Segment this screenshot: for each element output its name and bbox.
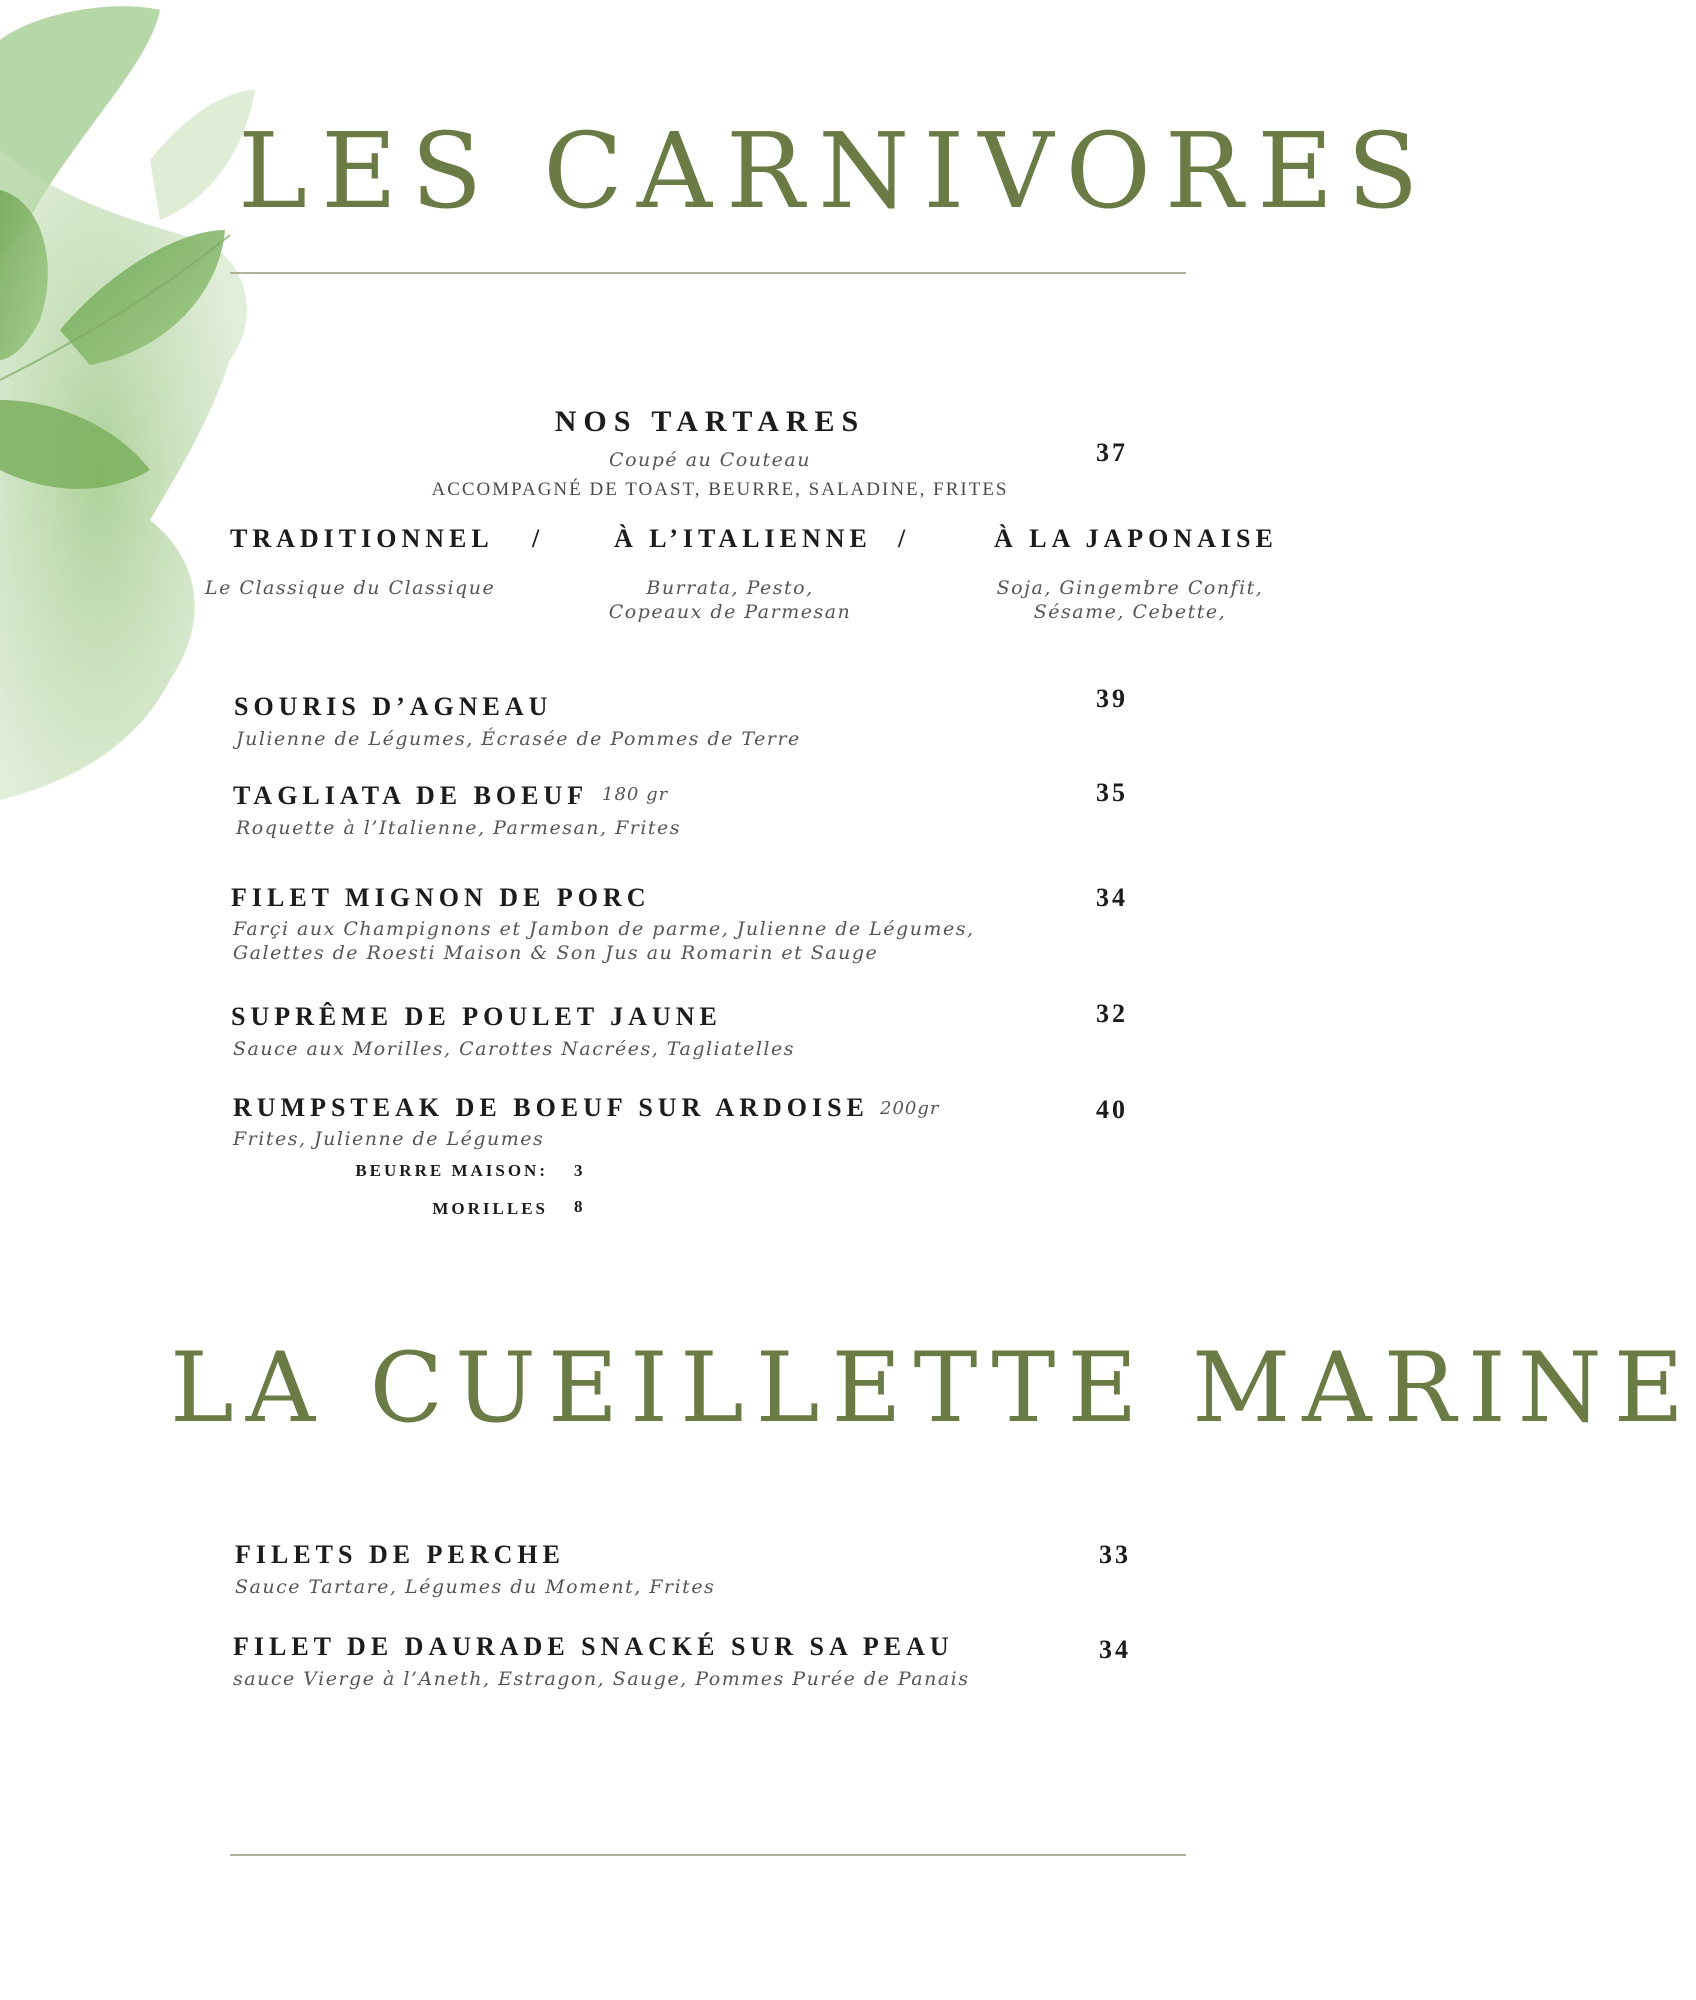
dish-price: 35 [1096,778,1128,807]
extra-label: BEURRE MAISON: [355,1161,548,1180]
dish-weight: 200gr [880,1098,940,1119]
dish-price: 33 [1099,1540,1131,1569]
dish-name: FILETS DE PERCHE [235,1540,565,1569]
dish-desc: sauce Vierge à l’Aneth, Estragon, Sauge, Pommes Purée de Panais [233,1668,970,1690]
tartares-price: 37 [1096,438,1128,467]
tartare-variant-name: À LA JAPONAISE [994,524,1278,553]
tartare-variant-desc: Sésame, Cebette, [1033,601,1227,623]
dish-desc: Frites, Julienne de Légumes [233,1128,545,1150]
tartares-name: NOS TARTARES [554,405,866,438]
dish-price: 34 [1099,1635,1131,1664]
tartare-variant-desc: Soja, Gingembre Confit, [996,577,1264,599]
tartare-variant-desc: Le Classique du Classique [205,577,496,599]
dish-desc: Roquette à l’Italienne, Parmesan, Frites [236,817,682,839]
tartares-accompaniment: ACCOMPAGNÉ DE TOAST, BEURRE, SALADINE, FRITES [431,479,1009,500]
dish-price: 32 [1096,999,1128,1028]
section-title-marine: LA CUEILLETTE MARINE [170,1332,1696,1444]
dish-price: 39 [1096,684,1128,713]
dish-weight: 180 gr [602,784,669,805]
dish-name: TAGLIATA DE BOEUF [233,781,589,810]
section-title-carnivores: LES CARNIVORES [238,110,1433,232]
dish-desc: Sauce aux Morilles, Carottes Nacrées, Tagliatelles [233,1038,795,1060]
variant-separator: / [532,524,545,553]
dish-desc: Farçi aux Champignons et Jambon de parme, Julienne de Légumes, [233,918,975,940]
dish-name: FILET MIGNON DE PORC [231,883,651,912]
footer-divider [230,1854,1186,1856]
dish-desc: Sauce Tartare, Légumes du Moment, Frites [235,1576,716,1598]
dish-desc: Julienne de Légumes, Écrasée de Pommes de Terre [236,728,801,750]
tartare-variant-name: À L’ITALIENNE [614,524,872,553]
tartare-variant-name: TRADITIONNEL [230,524,494,553]
extra-price: 8 [574,1197,583,1216]
dish-price: 40 [1096,1095,1128,1124]
extra-price: 3 [574,1161,583,1180]
dish-name: SUPRÊME DE POULET JAUNE [231,1002,722,1031]
dish-name: FILET DE DAURADE SNACKÉ SUR SA PEAU [233,1632,954,1661]
dish-price: 34 [1096,883,1128,912]
title-divider [230,272,1186,274]
dish-name: RUMPSTEAK DE BOEUF SUR ARDOISE [233,1093,869,1122]
variant-separator: / [898,524,911,553]
tartare-variant-desc: Burrata, Pesto, [646,577,814,599]
dish-name: SOURIS D’AGNEAU [234,692,553,721]
extra-label: MORILLES [432,1199,548,1218]
tartares-subtitle: Coupé au Couteau [609,449,811,471]
dish-desc: Galettes de Roesti Maison & Son Jus au Romarin et Sauge [233,942,879,964]
tartare-variant-desc: Copeaux de Parmesan [608,601,852,623]
